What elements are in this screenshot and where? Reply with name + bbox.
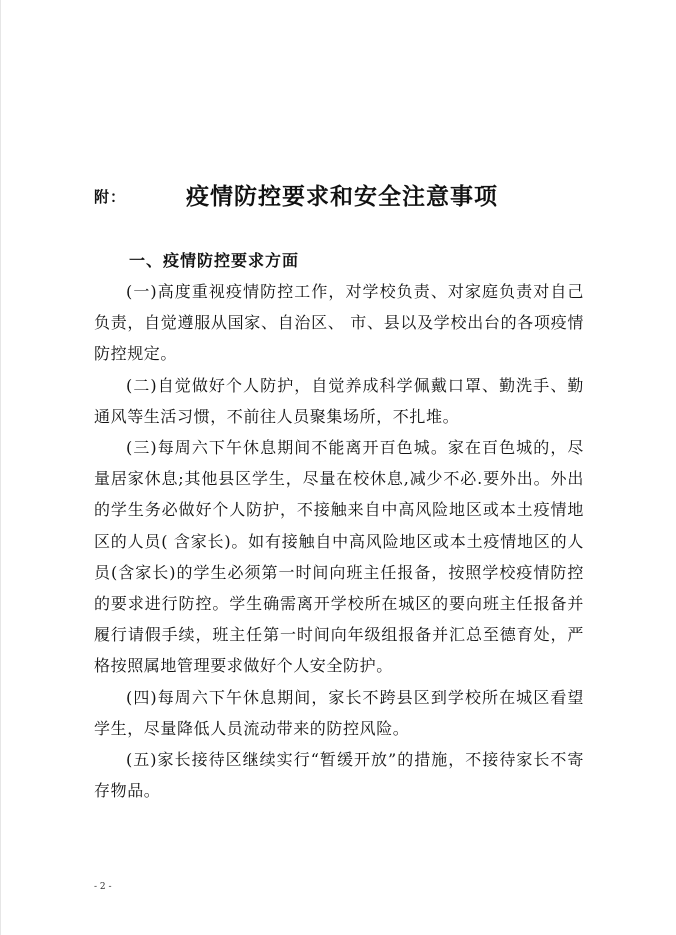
paragraph-1: (一)高度重视疫情防控工作，对学校负责、对家庭负责对自己负责，自觉遵服从国家、自治区、 市、县以及学校出台的各项疫情防控规定。	[94, 282, 584, 364]
paragraph-2: (二)自觉做好个人防护，自觉养成科学佩戴口罩、勤洗手、勤通风等生活习惯，不前往人员聚集场所，不扎堆。	[94, 375, 584, 426]
document-body	[94, 276, 584, 806]
document-title: 疫情防控要求和安全注意事项	[186, 183, 498, 210]
section-heading: 一、疫情防控要求方面	[129, 251, 300, 270]
paragraph-4: (四)每周六下午休息期间，家长不跨县区到学校所在城区看望学生，尽量降低人员流动带来的防控风险。	[94, 687, 584, 738]
page-number: - 2 -	[94, 882, 112, 892]
paragraph-3: (三)每周六下午休息期间不能离开百色城。家在百色城的，尽量居家休息;其他县区学生，尽量在校休息,减少不必.要外出。外出的学生务必做好个人防护，不接触来自中高风险地区或本土疫情地区的人员( 含家长)。如有接触自中高风险地区或本土疫情地区的人员(含家长)的学生必须第一时间向班主任报备，按照学校疫情防控的要求进行防控。学生确需离开学校所在城区的要向班主任报备并履行请假手续，班主任第一时间向年级组报备并汇总至德育处，严格按照属地管理要求做好个人安全防护。	[94, 438, 584, 676]
paragraph-5: (五)家长接待区继续实行“暂缓开放”的措施，不接待家长不寄存物品。	[94, 750, 584, 801]
attachment-label: 附：	[94, 188, 127, 206]
